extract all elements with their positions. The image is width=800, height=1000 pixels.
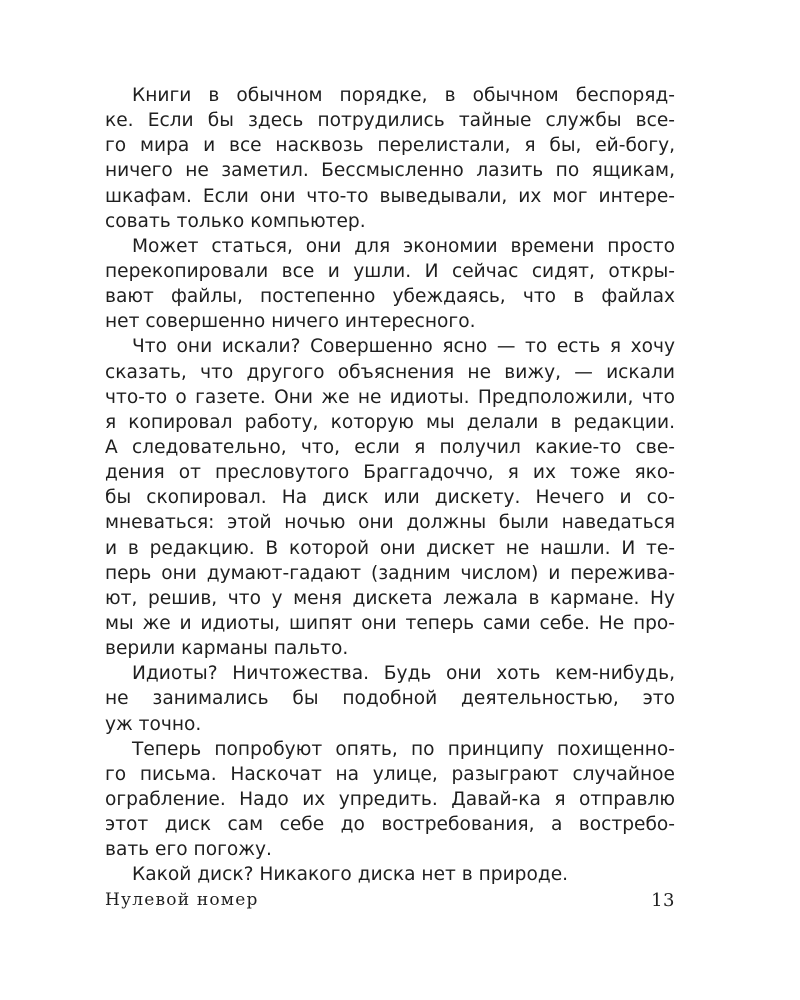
text-line: верили карманы пальто.	[105, 638, 349, 660]
text-line: мы же и идиоты, шипят они теперь сами себе. Не про-	[105, 612, 675, 634]
page-footer	[105, 890, 675, 916]
text-line: совать только компьютер.	[105, 210, 366, 232]
page-number: 13	[651, 890, 675, 911]
text-line: не занимались бы подобной деятельностью, это	[105, 688, 675, 710]
text-line: го мира и все насквозь перелистали, я бы, ей-богу,	[105, 135, 675, 157]
paragraph-6	[105, 862, 675, 887]
body-text	[105, 83, 675, 888]
text-line: дения от пресловутого Браггадоччо, я их тоже яко-	[105, 462, 675, 484]
text-line: бы скопировал. На диск или дискету. Нечего и со-	[105, 487, 675, 509]
text-line: ют, решив, что у меня дискета лежала в кармане. Ну	[105, 587, 675, 609]
text-line: и в редакцию. В которой они дискет не нашли. И те-	[105, 537, 675, 559]
text-line: А следовательно, что, если я получил какие-то све-	[105, 436, 675, 458]
text-line: ке. Если бы здесь потрудились тайные службы все-	[105, 110, 675, 132]
text-line: Что они искали? Совершенно ясно — то есть я хочу	[132, 336, 675, 358]
text-line: сказать, что другого объяснения не вижу, — искали	[105, 361, 675, 383]
text-line: Идиоты? Ничтожества. Будь они хоть кем-нибудь,	[132, 663, 675, 685]
text-line: этот диск сам себе до востребования, а востребо-	[105, 814, 675, 836]
text-line: Какой диск? Никакого диска нет в природе.	[132, 864, 569, 886]
text-line: вают файлы, постепенно убеждаясь, что в файлах	[105, 286, 675, 308]
paragraph-3	[105, 334, 675, 661]
text-line: перекопировали все и ушли. И сейчас сидят, откры-	[105, 260, 675, 282]
text-line: мневаться: этой ночью они должны были наведаться	[105, 512, 675, 534]
text-line: шкафам. Если они что-то выведывали, их мог интере-	[105, 185, 675, 207]
text-line: уж точно.	[105, 713, 202, 735]
text-line: го письма. Наскочат на улице, разыграют случайное	[105, 763, 675, 785]
text-line: Может статься, они для экономии времени просто	[132, 235, 675, 257]
paragraph-5	[105, 737, 675, 863]
text-line: Теперь попробуют опять, по принципу похищенно-	[132, 738, 675, 760]
paragraph-4	[105, 661, 675, 736]
text-line: я копировал работу, которую мы делали в редакции.	[105, 411, 675, 433]
text-line: нет совершенно ничего интересного.	[105, 311, 476, 333]
text-line: перь они думают-гадают (задним числом) и пережива-	[105, 562, 675, 584]
text-line: что-то о газете. Они же не идиоты. Предположили, что	[105, 386, 675, 408]
paragraph-1	[105, 83, 675, 234]
running-title: Нулевой номер	[105, 890, 259, 910]
text-line: ограбление. Надо их упредить. Давай-ка я отправлю	[105, 788, 675, 810]
paragraph-2	[105, 234, 675, 335]
text-line: вать его погожу.	[105, 839, 272, 861]
text-line: ничего не заметил. Бессмысленно лазить по ящикам,	[105, 160, 675, 182]
text-line: Книги в обычном порядке, в обычном беспоряд-	[132, 85, 675, 106]
